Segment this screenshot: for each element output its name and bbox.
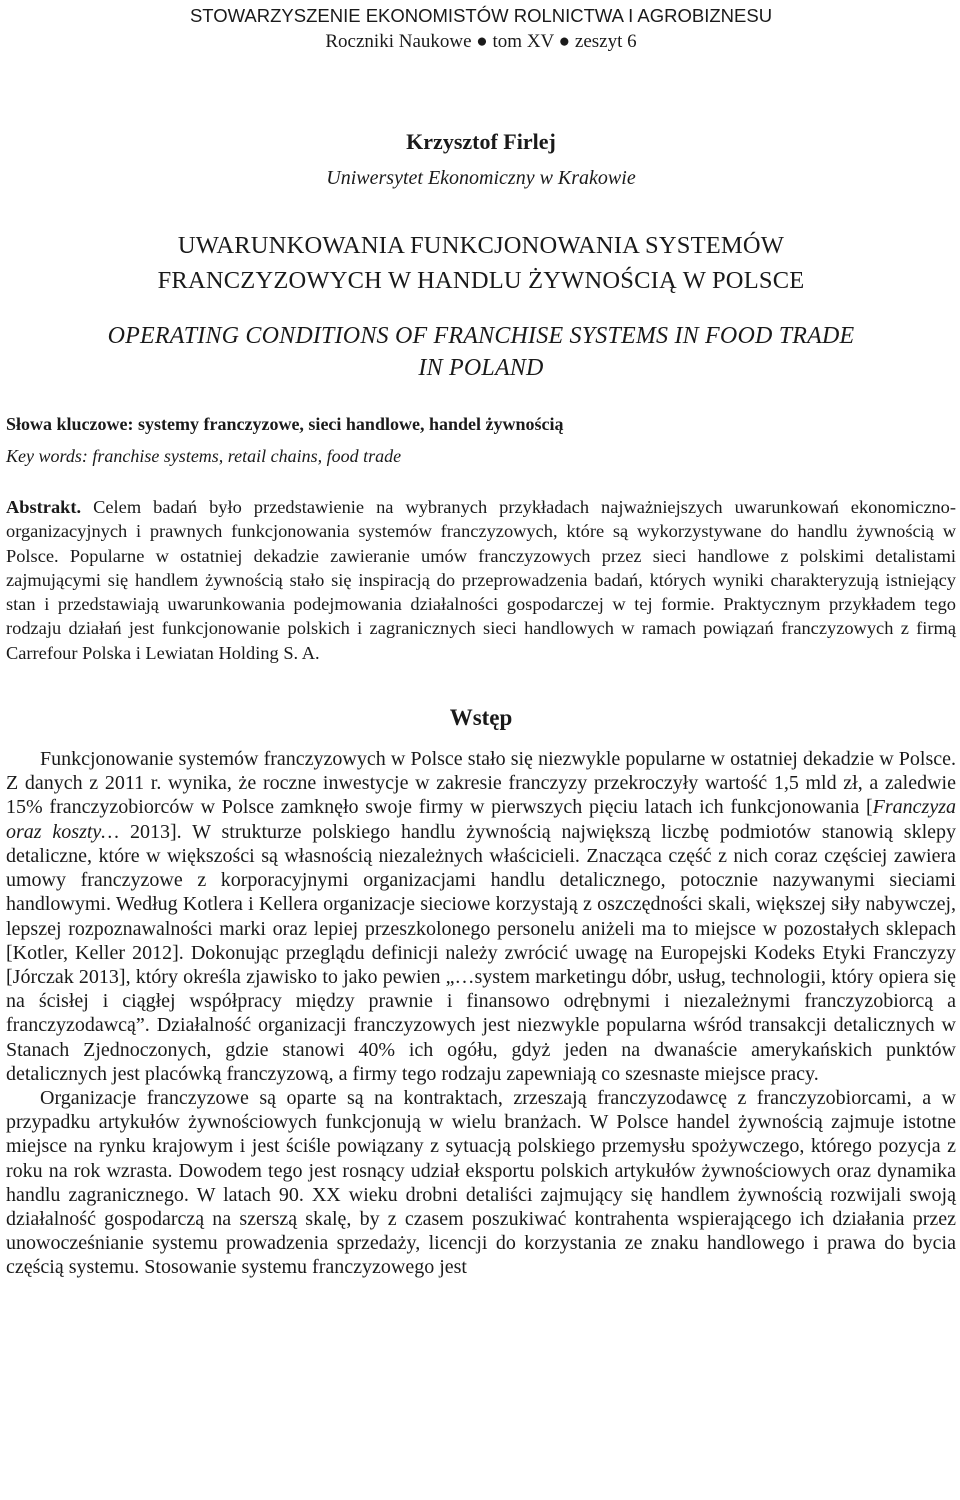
author-affiliation: Uniwersytet Ekonomiczny w Krakowie [326, 167, 636, 189]
citation-italic: Franczyza oraz koszty… [6, 796, 956, 843]
body-text [6, 747, 956, 1279]
section-heading: Wstęp [449, 705, 513, 731]
paragraph-1-part-1: Funkcjonowanie systemów franczyzowych w Polsce stało się niezwykle popularne w ostatniej dekadzie w Polsce. Z danych z 2011 r. wynika, że roczne inwestycje w zakresie franczyzy przekroczyły wartość 1,5 mld zł, a zaledwie 15% franczyzobiorców w Polsce zamknęło swoje firmy w pierwszych pięciu latach ich funkcjonowania [ [6, 748, 956, 819]
title-polish-line-2: FRANCZYZOWYCH W HANDLU ŻYWNOŚCIĄ W POLSCE [157, 267, 805, 294]
society-name: STOWARZYSZENIE EKONOMISTÓW ROLNICTWA I AGROBIZNESU [189, 5, 773, 26]
paragraph-1 [6, 747, 956, 1086]
article-page [6, 0, 956, 1280]
title-polish-line-1: UWARUNKOWANIA FUNKCJONOWANIA SYSTEMÓW [177, 232, 785, 259]
paragraph-2: Organizacje franczyzowe są oparte są na kontraktach, zrzeszają franczyzodawcę z franczyzobiorcami, a w przypadku artykułów żywnościowych funkcjonują w wielu branżach. W Polsce handel żywnością zajmuje istotne miejsce na rynku krajowym i jest ściśle powiązany z sytuacją polskiego przemysłu spożywczego, którego pozycja z roku na rok wzrasta. Dowodem tego jest rosnący udział eksportu polskich artykułów żywnościowych oraz dynamika handlu zagranicznego. W latach 90. XX wieku drobni detaliści zajmujący się handlem żywnością rozwijali swoją działalność gospodarczą na szerszą skalę, by z czasem poszukiwać kontrahenta wspierającego ich działania przez unowocześnianie systemu prowadzenia sprzedaży, licencji do korzystania ze znaku handlowego i prawa do bycia częścią systemu. Stosowanie systemu franczyzowego jest [6, 1086, 956, 1279]
journal-issue: Roczniki Naukowe ● tom XV ● zeszyt 6 [325, 31, 637, 52]
paragraph-1-part-2: 2013]. W strukturze polskiego handlu żywnością największą liczbę podmiotów stanowią sklepy detaliczne, które w większości są własnością niezależnych właścicieli. Znacząca część z nich coraz częściej zawiera umowy franczyzowe z korporacyjnymi organizacjami handlu detalicznego, potocznie nazywanymi sieciami handlowymi. Według Kotlera i Kellera organizacje sieciowe korzystają z oszczędności skali, większej siły nabywczej, lepszej rozpoznawalności marki oraz lepiej przeszkolonego personelu aniżeli ma to miejsce w pozostałych sklepach [Kotler, Keller 2012]. Dokonując przeglądu definicji należy zwrócić uwagę na Europejski Kodeks Etyki Franczyzy [Jórczak 2013], który określa zjawisko to jako pewien „…system marketingu dóbr, usług, technologii, który opiera się na ścisłej i ciągłej współpracy między prawnie i finansowo odrębnymi i niezależnymi franczyzobiorcą a franczyzodawcą”. Działalność organizacji franczyzowych jest niezwykle popularna wśród transakcji detalicznych w Stanach Zjednoczonych, gdzie stanowi 40% ich ogółu, gdyż jeden na dwanaście amerykańskich punktów detalicznych jest placówką franczyzową, a firmy tego rodzaju zapewniają co szesnaste miejsce pracy. [6, 820, 956, 1085]
keywords-block [6, 408, 956, 472]
journal-header [6, 0, 956, 55]
author-name: Krzysztof Firlej [406, 129, 556, 154]
abstract-label: Abstrakt. [6, 497, 82, 517]
title-english [6, 320, 956, 384]
title-english-line-1: OPERATING CONDITIONS OF FRANCHISE SYSTEMS IN FOOD TRADE [107, 323, 855, 349]
title-polish [6, 228, 956, 298]
keywords-polish: Słowa kluczowe: systemy franczyzowe, sieci handlowe, handel żywnością [6, 414, 564, 434]
title-english-line-2: IN POLAND [418, 355, 544, 381]
keywords-english: Key words: franchise systems, retail chains, food trade [6, 446, 402, 466]
abstract [6, 495, 956, 665]
abstract-text: Celem badań było przedstawienie na wybranych przykładach najważniejszych uwarunkowań ekonomiczno-organizacyjnych i prawnych funkcjonowania systemów franczyzowych, które są wykorzystywane do handlu żywnością w Polsce. Popularne w ostatniej dekadzie zawieranie umów franczyzowych przez sieci handlowe z polskimi detalistami zajmującymi się handlem żywnością stało się inspiracją do przeprowadzenia badań, których wyniki charakteryzują istniejący stan i przedstawiają uwarunkowania podejmowania działalności gospodarczej w tej formie. Praktycznym przykładem tego rodzaju działań jest funkcjonowanie polskich i zagranicznych sieci handlowych w ramach powiązań franczyzowych z firmą Carrefour Polska i Lewiatan Holding S. A. [6, 497, 956, 663]
